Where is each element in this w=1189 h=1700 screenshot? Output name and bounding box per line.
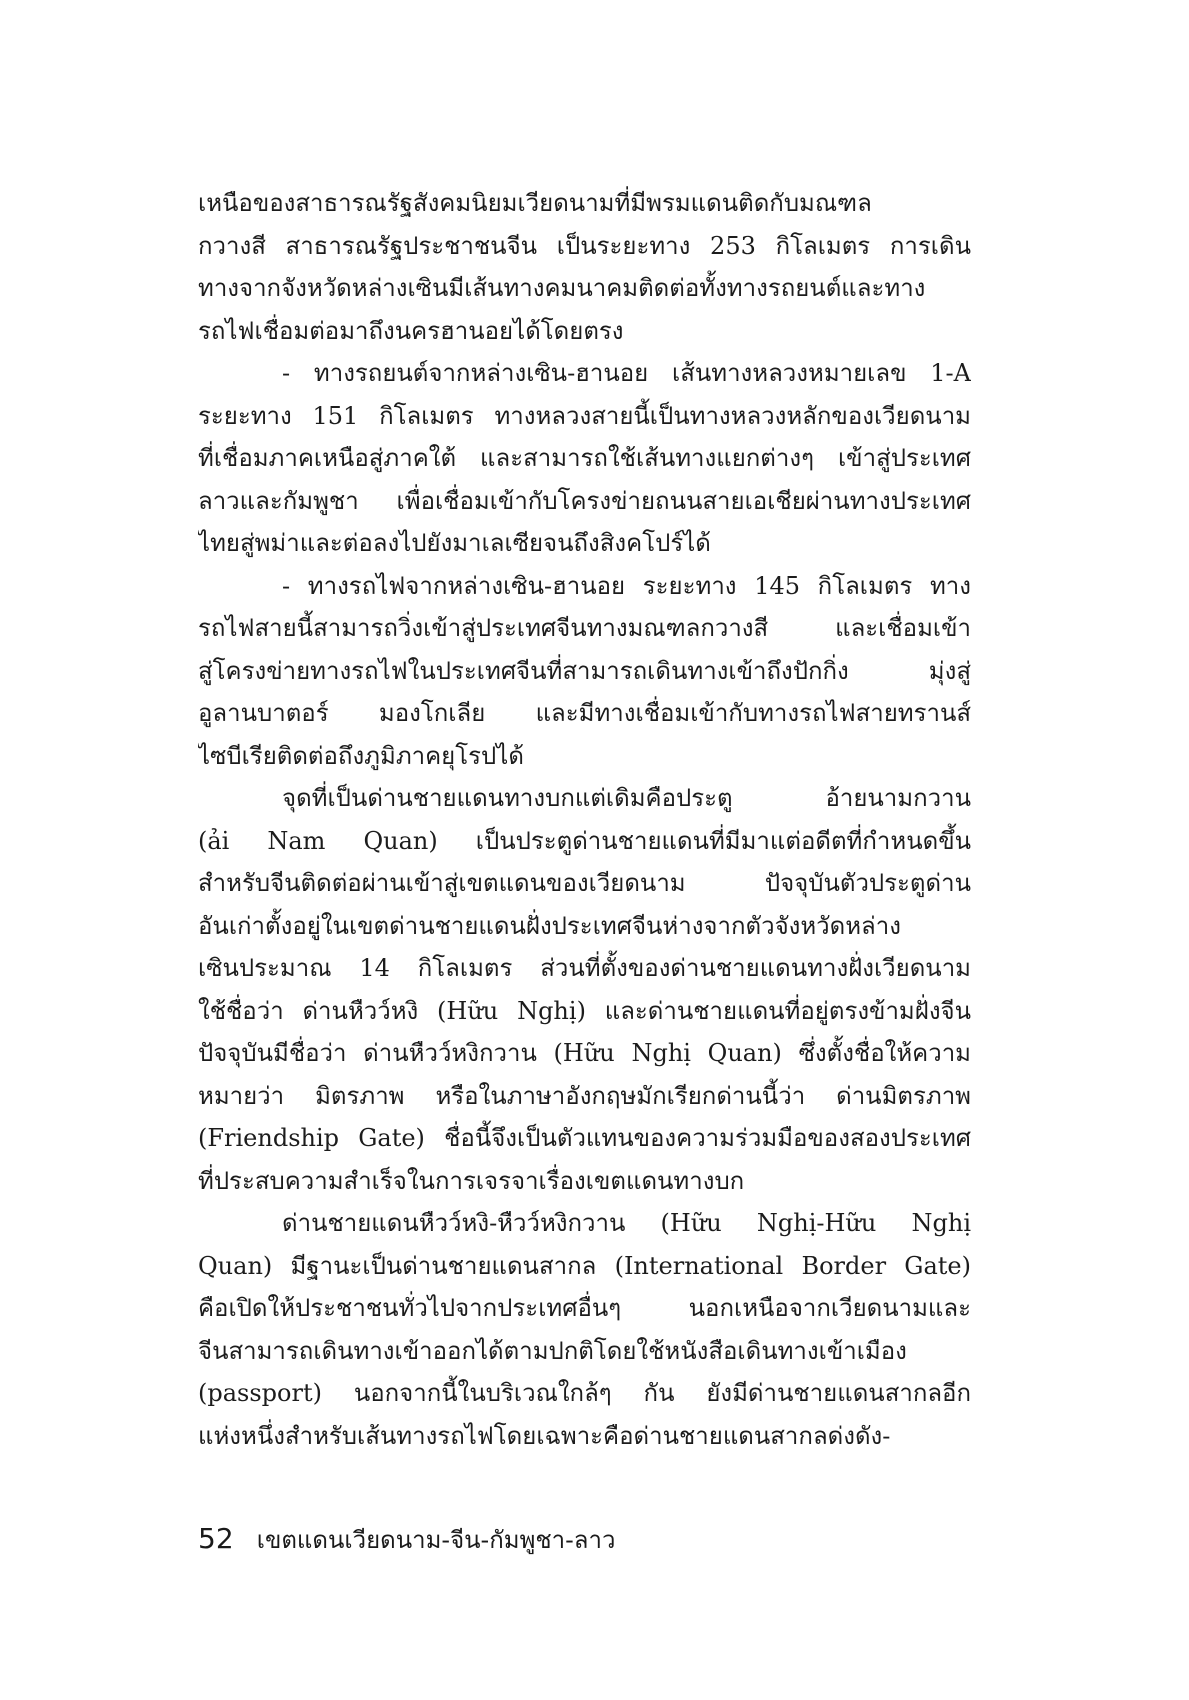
text-line: จุดที่เป็นด่านชายแดนทางบกแต่เดิมคือประตู อ้ายนามกวาน	[282, 784, 971, 812]
text-line: ทางจากจังหวัดหล่างเซินมีเส้นทางคมนาคมติดต่อทั้งทางรถยนต์และทาง	[198, 274, 926, 302]
text-line: ด่านชายแดนหืวว์หงิ-หืวว์หงิกวาน (Hữu Nghị-Hữu Nghị	[282, 1209, 971, 1237]
page-footer	[198, 1520, 615, 1560]
text-line: ที่ประสบความสำเร็จในการเจรจาเรื่องเขตแดนทางบก	[198, 1166, 745, 1195]
text-line: อันเก่าตั้งอยู่ในเขตด่านชายแดนฝั่งประเทศจีนห่างจากตัวจังหวัดหล่าง	[198, 911, 901, 940]
text-line: - ทางรถยนต์จากหล่างเซิน-ฮานอย เส้นทางหลวงหมายเลข 1-A	[282, 359, 971, 387]
text-line: อูลานบาตอร์ มองโกเลีย และมีทางเชื่อมเข้ากับทางรถไฟสายทรานส์	[198, 699, 971, 727]
text-line: รถไฟเชื่อมต่อมาถึงนครฮานอยได้โดยตรง	[198, 316, 624, 345]
text-line: ปัจจุบันมีชื่อว่า ด่านหืวว์หงิกวาน (Hữu Nghị Quan) ซึ่งตั้งชื่อให้ความ	[198, 1039, 971, 1067]
text-line: (ải Nam Quan) เป็นประตูด่านชายแดนที่มีมาแต่อดีตที่กำหนดขึ้น	[198, 826, 971, 855]
text-line: จีนสามารถเดินทางเข้าออกได้ตามปกติโดยใช้หนังสือเดินทางเข้าเมือง	[198, 1336, 907, 1365]
text-line: ใช้ชื่อว่า ด่านหืวว์หงิ (Hữu Nghị) และด่านชายแดนที่อยู่ตรงข้ามฝั่งจีน	[198, 996, 971, 1025]
running-title: เขตแดนเวียดนาม-จีน-กัมพูชา-ลาว	[256, 1526, 616, 1554]
text-line: รถไฟสายนี้สามารถวิ่งเข้าสู่ประเทศจีนทางมณฑลกวางสี และเชื่อมเข้า	[198, 614, 971, 642]
text-line: สู่โครงข่ายทางรถไฟในประเทศจีนที่สามารถเดินทางเข้าถึงปักกิ่ง มุ่งสู่	[198, 656, 971, 685]
text-line: ระยะทาง 151 กิโลเมตร ทางหลวงสายนี้เป็นทางหลวงหลักของเวียดนาม	[198, 401, 971, 430]
page-number: 52	[198, 1522, 234, 1555]
text-line: ไทยสู่พม่าและต่อลงไปยังมาเลเซียจนถึงสิงคโปร์ได้	[198, 529, 711, 557]
text-line: (passport) นอกจากนี้ในบริเวณใกล้ๆ กัน ยังมีด่านชายแดนสากลอีก	[198, 1379, 971, 1407]
text-line: สำหรับจีนติดต่อผ่านเข้าสู่เขตแดนของเวียดนาม ปัจจุบันตัวประตูด่าน	[198, 869, 971, 897]
text-line: ไซบีเรียติดต่อถึงภูมิภาคยุโรปได้	[198, 741, 524, 770]
text-line: กวางสี สาธารณรัฐประชาชนจีน เป็นระยะทาง 253 กิโลเมตร การเดิน	[198, 231, 971, 260]
text-line: Quan) มีฐานะเป็นด่านชายแดนสากล (International Border Gate)	[198, 1251, 971, 1280]
text-line: - ทางรถไฟจากหล่างเซิน-ฮานอย ระยะทาง 145 กิโลเมตร ทาง	[282, 571, 971, 600]
text-line: แห่งหนึ่งสำหรับเส้นทางรถไฟโดยเฉพาะคือด่านชายแดนสากลด่งดัง-	[198, 1421, 891, 1450]
text-line: ที่เชื่อมภาคเหนือสู่ภาคใต้ และสามารถใช้เส้นทางแยกต่างๆ เข้าสู่ประเทศ	[198, 444, 971, 472]
text-line: (Friendship Gate) ชื่อนี้จึงเป็นตัวแทนของความร่วมมือของสองประเทศ	[198, 1124, 971, 1152]
text-line: เหนือของสาธารณรัฐสังคมนิยมเวียดนามที่มีพรมแดนติดกับมณฑล	[198, 189, 872, 217]
text-line: คือเปิดให้ประชาชนทั่วไปจากประเทศอื่นๆ นอกเหนือจากเวียดนามและ	[198, 1294, 971, 1322]
text-line: เซินประมาณ 14 กิโลเมตร ส่วนที่ตั้งของด่านชายแดนทางฝั่งเวียดนาม	[198, 954, 971, 982]
body-text	[198, 182, 971, 1457]
text-line: ลาวและกัมพูชา เพื่อเชื่อมเข้ากับโครงข่ายถนนสายเอเชียผ่านทางประเทศ	[198, 486, 971, 515]
text-line: หมายว่า มิตรภาพ หรือในภาษาอังกฤษมักเรียกด่านนี้ว่า ด่านมิตรภาพ	[198, 1081, 971, 1110]
